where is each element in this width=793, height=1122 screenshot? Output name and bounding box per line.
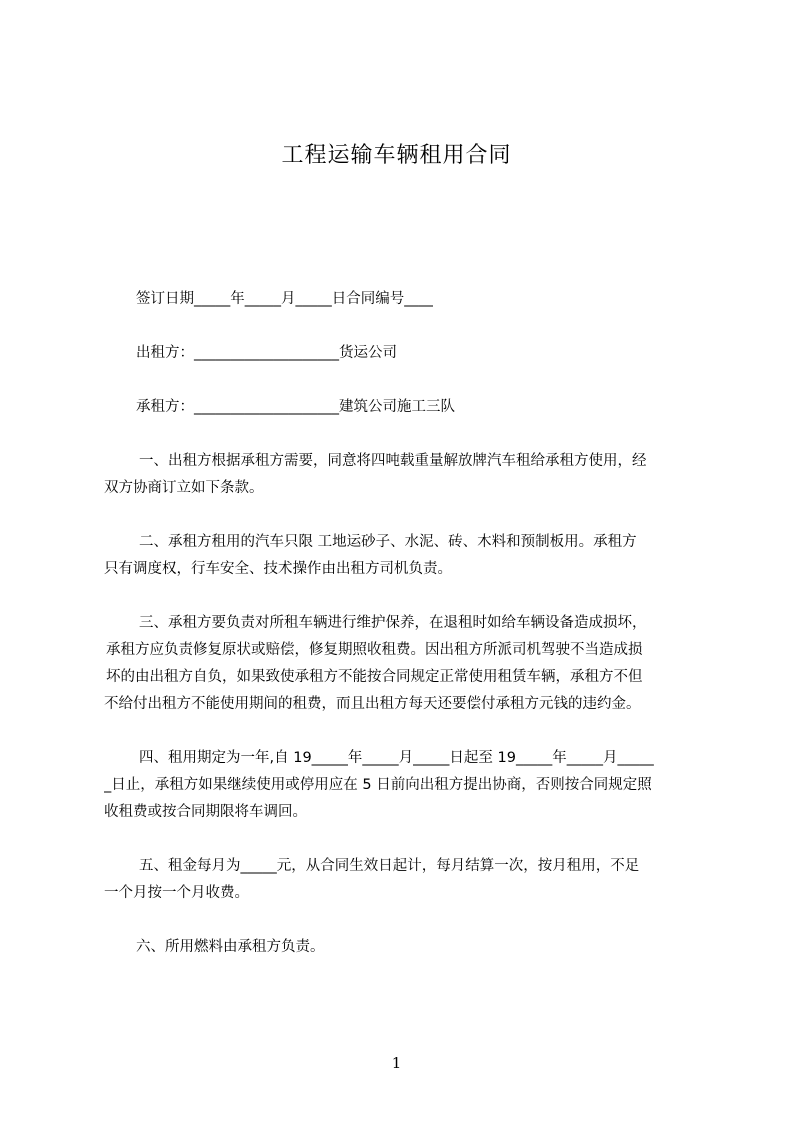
clause-5-line-1: 五、租金每月为_____元，从合同生效日起计，每月结算一次，按月租用，不足 [139, 858, 640, 874]
document-title: 工程运输车辆租用合同 [281, 143, 512, 168]
clause-3-line-2: 承租方应负责修复原状或赔偿，修复期照收租费。因出租方所派司机驾驶不当造成损 [106, 642, 643, 658]
clause-2-line-2: 只有调度权，行车安全、技术操作由出租方司机负责。 [104, 561, 452, 577]
clause-4-line-2: _日止，承租方如果继续使用或停用应在 5 日前向出租方提出协商，否则按合同规定照 [104, 777, 652, 793]
clause-1-line-1: 一、出租方根据承租方需要，同意将四吨载重量解放牌汽车租给承租方使用，经 [139, 453, 647, 469]
clause-1-line-2: 双方协商订立如下条款。 [104, 480, 264, 496]
clause-3-line-4: 不给付出租方不能使用期间的租费，而且出租方每天还要偿付承租方元钱的违约金。 [104, 696, 641, 712]
clause-3-line-1: 三、承租方要负责对所租车辆进行维护保养，在退租时如给车辆设备造成损坏， [139, 615, 647, 631]
clause-4-line-3: 收租费或按合同期限将车调回。 [104, 804, 307, 820]
clause-5-line-2: 一个月按一个月收费。 [104, 885, 249, 901]
lessor-line: 出租方：____________________货运公司 [136, 345, 397, 361]
lessee-line: 承租方：____________________建筑公司施工三队 [136, 399, 455, 415]
clause-2-line-1: 二、承租方租用的汽车只限 工地运砂子、水泥、砖、木料和预制板用。承租方 [139, 534, 637, 550]
clause-6-line-1: 六、所用燃料由承租方负责。 [136, 939, 325, 955]
clause-4-line-1: 四、租用期定为一年,自 19_____年_____月_____日起至 19_____年_____月_____ [139, 750, 654, 766]
clause-3-line-3: 坏的由出租方自负，如果致使承租方不能按合同规定正常使用租赁车辆，承租方不但 [106, 669, 643, 685]
signing-date-line: 签订日期_____年_____月_____日合同编号____ [136, 291, 434, 307]
page-number: 1 [391, 1054, 402, 1072]
